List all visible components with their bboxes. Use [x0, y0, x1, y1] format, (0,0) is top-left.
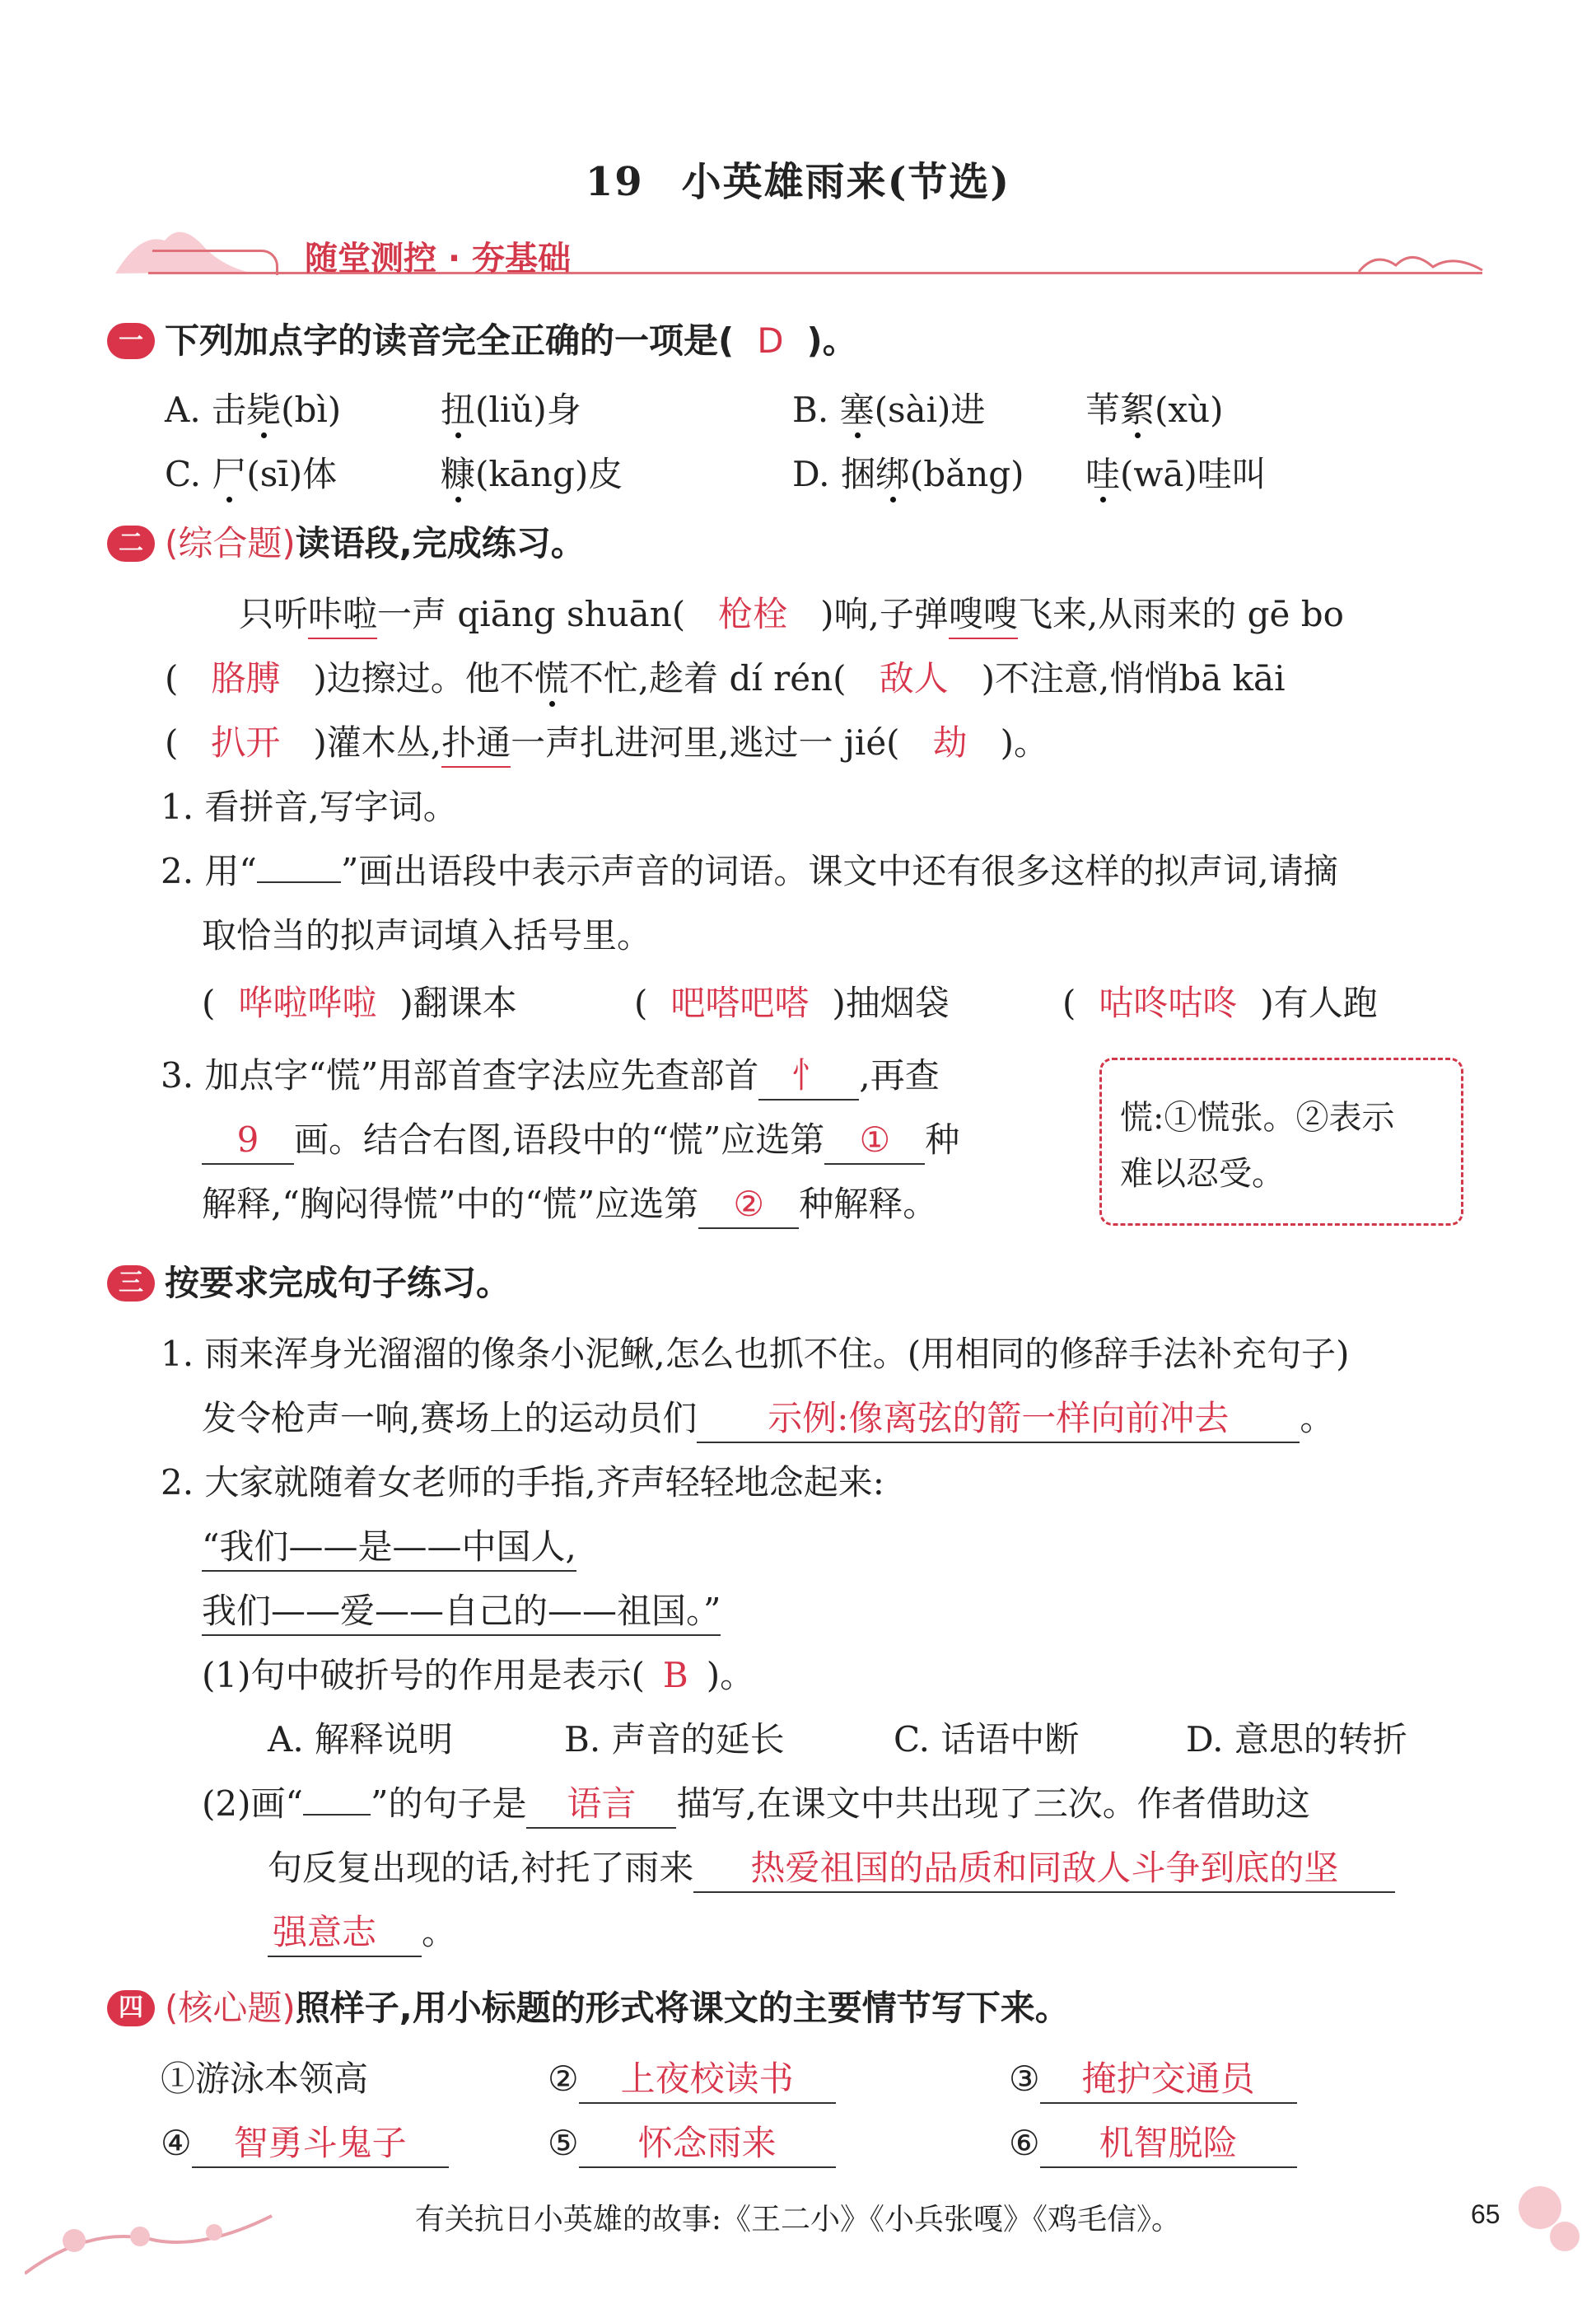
s3-q2-2: (2)画“ ”的句子是 语言 描写,在课文中共出现了三次。作者借助这: [202, 1781, 1310, 1829]
passage-line-2: ( 胳膊 )边擦过。他不慌不忙,趁着 dí rén( 敌人 )不注意,悄悄bā kāi: [165, 658, 1286, 699]
option-d: D. 捆绑(bǎng): [792, 454, 1024, 494]
s3-opt-a: A. 解释说明: [268, 1719, 454, 1760]
option-c2: 糠(kāng)皮: [441, 454, 623, 494]
s3-opt-d: D. 意思的转折: [1186, 1719, 1407, 1760]
s3-quote2: 我们——爱——自己的——祖国。”: [202, 1588, 721, 1636]
plot-item-3: ③ 掩护交通员: [1009, 2056, 1297, 2104]
option-c: C. 尸(sī)体: [165, 454, 338, 494]
s3-q1: 1. 雨来浑身光溜溜的像条小泥鳅,怎么也抓不住。(用相同的修辞手法补充句子): [161, 1334, 1350, 1374]
plot-item-6: ⑥ 机智脱险: [1009, 2120, 1297, 2168]
s2-q3-line3: 解释,“胸闷得慌”中的“慌”应选第 ② 种解释。: [202, 1181, 937, 1229]
section-banner: 随堂测控 · 夯基础: [305, 240, 572, 278]
fill-item-1: ( 哗啦哗啦 )翻课本: [202, 983, 517, 1023]
s2-q3-line2: 9 画。结合右图,语段中的“慌”应选第 ① 种: [202, 1117, 959, 1165]
fill-item-2: ( 吧嗒吧嗒 )抽烟袋: [634, 983, 950, 1023]
section4-question: (核心题)照样子,用小标题的形式将课文的主要情节写下来。: [165, 1988, 1070, 2028]
option-d2: 哇(wā)哇叫: [1085, 454, 1267, 494]
s2-q2: 2. 用“ ”画出语段中表示声音的词语。课文中还有很多这样的拟声词,请摘: [161, 851, 1338, 891]
plot-item-5: ⑤ 怀念雨来: [548, 2120, 836, 2168]
option-b2: 苇絮(xù): [1085, 390, 1224, 430]
fill-item-3: ( 咕咚咕咚 )有人跑: [1062, 983, 1378, 1023]
section1-answer: D: [757, 320, 784, 361]
section-badge-3: 三: [107, 1265, 155, 1302]
option-a: A. 击毙(bì): [165, 390, 342, 430]
s2-q2-cont: 取恰当的拟声词填入括号里。: [202, 915, 652, 956]
cloud-decoration-icon: [1351, 247, 1491, 280]
passage-line-1: 只听咔啦一声 qiāng shuān( 枪栓 )响,子弹嗖嗖飞来,从雨来的 gē bo: [239, 591, 1344, 639]
section2-question: (综合题)读语段,完成练习。: [165, 523, 586, 563]
section3-question: 按要求完成句子练习。: [165, 1263, 511, 1303]
s3-q1-fill: 发令枪声一响,赛场上的运动员们 示例:像离弦的箭一样向前冲去 。: [202, 1395, 1334, 1443]
option-b: B. 塞(sài)进: [792, 390, 986, 430]
s2-q1: 1. 看拼音,写字词。: [161, 787, 458, 827]
footer-note: 有关抗日小英雄的故事:《王二小》《小兵张嘎》《鸡毛信》。: [414, 2203, 1182, 2236]
section-badge-1: 一: [107, 323, 155, 359]
s3-q2-1: (1)句中破折号的作用是表示( B )。: [202, 1655, 755, 1695]
s3-quote1: “我们——是——中国人,: [202, 1524, 576, 1572]
section-badge-2: 二: [107, 526, 155, 562]
s3-q2-2-line2: 句反复出现的话,衬托了雨来 热爱祖国的品质和同敌人斗争到底的坚: [268, 1845, 1395, 1893]
definition-box: 慌:①慌张。②表示 难以忍受。: [1099, 1058, 1463, 1226]
section-badge-4: 四: [107, 1990, 155, 2026]
section1-question: 下列加点字的读音完全正确的一项是( D )。: [165, 320, 857, 361]
passage-line-3: ( 扒开 )灌木丛,扑通一声扎进河里,逃过一 jié( 劫 )。: [165, 720, 1048, 768]
page-title: 19 小英雄雨来(节选): [585, 159, 1011, 205]
page-number: 65: [1471, 2199, 1500, 2229]
s3-q2: 2. 大家就随着女老师的手指,齐声轻轻地念起来:: [161, 1462, 884, 1503]
plot-item-2: ② 上夜校读书: [548, 2056, 836, 2104]
s2-q3-line1: 3. 加点字“慌”用部首查字法应先查部首 忄 ,再查: [161, 1053, 940, 1101]
s3-opt-b: B. 声音的延长: [564, 1719, 785, 1760]
s3-opt-c: C. 话语中断: [894, 1719, 1080, 1760]
option-a2: 扭(liǔ)身: [441, 390, 581, 430]
s3-q2-2-line3: 强意志 。: [268, 1909, 456, 1957]
plot-item-4: ④ 智勇斗鬼子: [161, 2120, 449, 2168]
plot-item-1: ①游泳本领高: [161, 2059, 369, 2099]
